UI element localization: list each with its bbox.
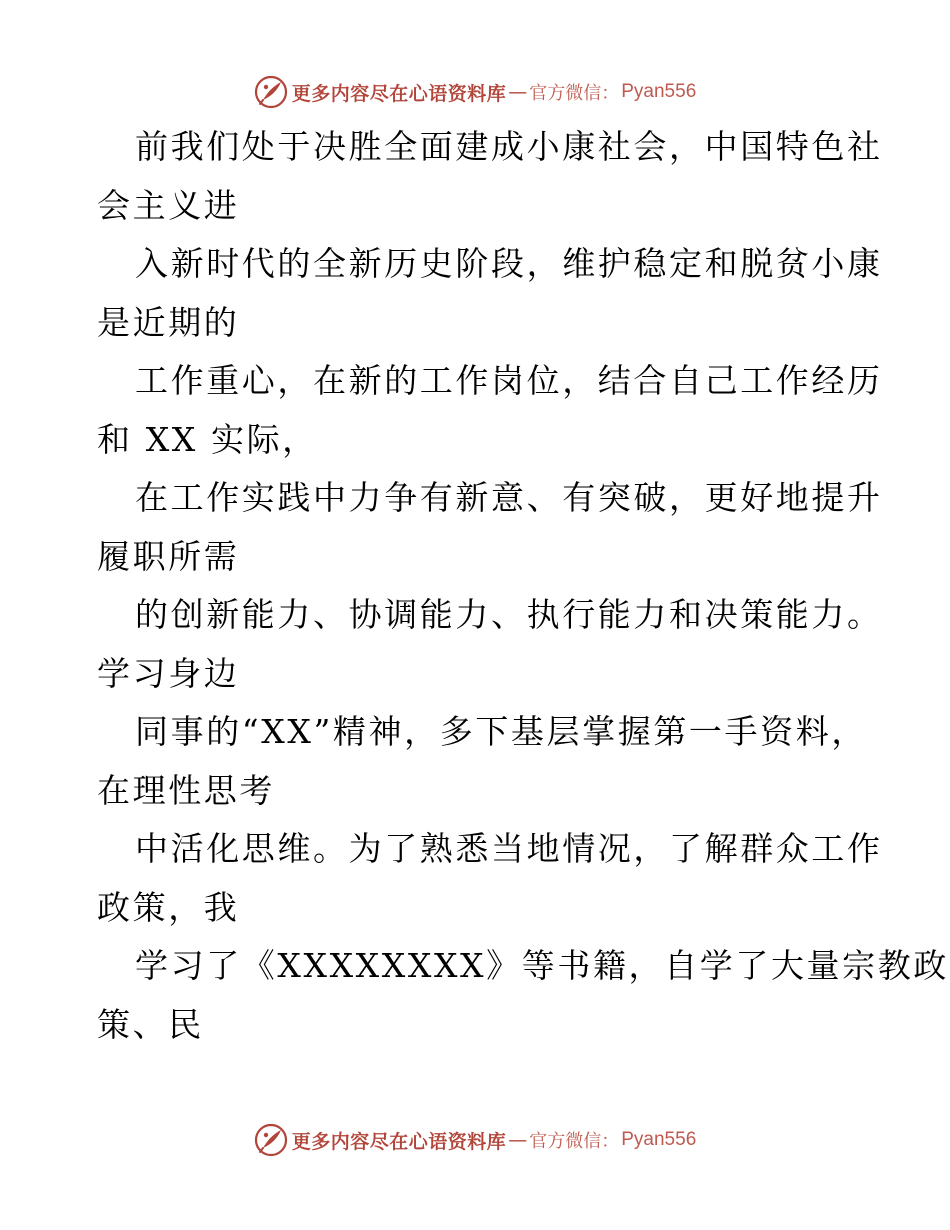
text-line: 策、民 <box>97 1004 204 1044</box>
text-line: 政策，我 <box>97 887 240 927</box>
text-line: 是近期的 <box>97 302 240 342</box>
text-line: 在工作实践中力争有新意、有突破，更好地提升 <box>135 478 883 517</box>
banner-subtitle: 官方微信： <box>529 83 620 104</box>
header-banner <box>0 72 950 112</box>
banner-title: 更多内容尽在心语资料库 <box>291 82 507 105</box>
banner-wechat-id: Pyan556 <box>621 1129 697 1150</box>
text-line: 前我们处于决胜全面建成小康社会，中国特色社 <box>135 127 883 166</box>
quill-logo-icon <box>254 1123 288 1157</box>
banner-separator: — <box>508 1129 528 1151</box>
text-line: 的创新能力、协调能力、执行能力和决策能力。 <box>135 595 883 634</box>
text-line: 在理性思考 <box>97 770 275 810</box>
text-line: 中活化思维。为了熟悉当地情况，了解群众工作 <box>135 829 883 868</box>
banner-title: 更多内容尽在心语资料库 <box>291 1130 507 1153</box>
banner-separator: — <box>508 81 528 103</box>
banner-wechat-id: Pyan556 <box>621 81 697 102</box>
footer-banner <box>0 1120 950 1160</box>
text-line: 会主义进 <box>97 185 240 225</box>
text-line: 同事的“XX”精神，多下基层掌握第一手资料， <box>135 712 867 751</box>
text-line: 学习身边 <box>97 653 240 693</box>
banner-subtitle: 官方微信： <box>529 1131 620 1152</box>
quill-logo-icon <box>254 75 288 109</box>
text-line: 入新时代的全新历史阶段，维护稳定和脱贫小康 <box>135 244 883 283</box>
text-line: 工作重心，在新的工作岗位，结合自己工作经历 <box>135 361 883 400</box>
text-line: 履职所需 <box>97 536 240 576</box>
document-body <box>97 118 949 1054</box>
text-line: 学习了《XXXXXXXX》等书籍，自学了大量宗教政 <box>135 946 949 985</box>
text-line: 和 XX 实际， <box>97 419 318 459</box>
